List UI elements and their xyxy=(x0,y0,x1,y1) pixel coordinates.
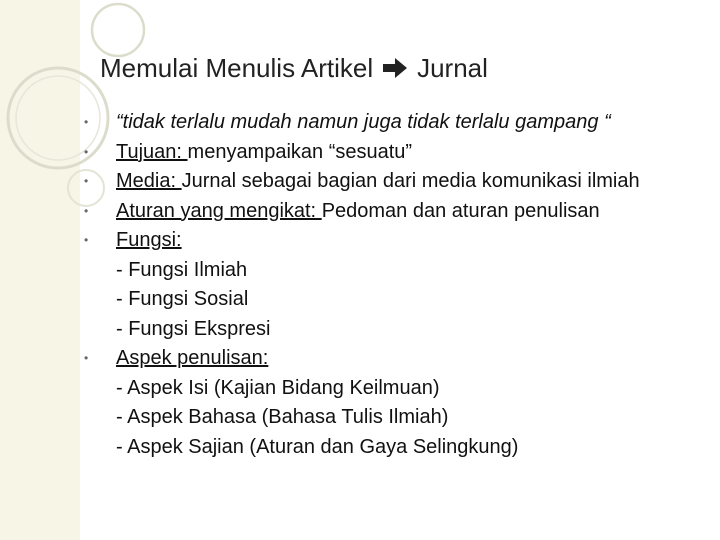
bullet-item-aturan xyxy=(80,197,700,227)
subitem: - Aspek Sajian (Aturan dan Gaya Selingkung) xyxy=(116,435,519,458)
bullet-label: Tujuan: xyxy=(116,140,188,163)
quote-text: “tidak terlalu mudah namun juga tidak terlalu gampang “ xyxy=(116,111,611,133)
subitem: - Aspek Isi (Kajian Bidang Keilmuan) xyxy=(116,376,440,399)
bullet-dot: • xyxy=(84,115,89,129)
bullet-text: menyampaikan “sesuatu” xyxy=(187,140,413,163)
title-prefix: Memulai Menulis Artikel xyxy=(100,52,374,83)
subitem: - Aspek Bahasa (Bahasa Tulis Ilmiah) xyxy=(116,406,449,428)
bullet-text: Jurnal sebagai bagian dari media komunikasi ilmiah xyxy=(181,170,640,192)
bullet-dot: • xyxy=(84,351,89,365)
bullet-item-fungsi xyxy=(80,226,700,344)
bullet-dot: • xyxy=(84,144,89,159)
bullet-item-tujuan xyxy=(80,138,700,168)
slide-title xyxy=(100,50,488,86)
bullet-item-media xyxy=(80,167,700,197)
bullet-label: Fungsi: xyxy=(116,229,182,251)
bullet-dot: • xyxy=(84,203,89,218)
subitem: - Fungsi Sosial xyxy=(116,288,249,310)
bullet-list xyxy=(80,108,700,462)
subitem: - Fungsi Ilmiah xyxy=(116,258,248,281)
bullet-text: Pedoman dan aturan penulisan xyxy=(321,199,600,222)
subitem: - Fungsi Ekspresi xyxy=(116,317,271,340)
bullet-item-aspek xyxy=(80,344,700,462)
bullet-item-quote xyxy=(80,108,700,138)
bullet-dot: • xyxy=(84,174,89,188)
bullet-label: Aspek penulisan: xyxy=(116,347,269,369)
bullet-dot: • xyxy=(84,233,89,247)
bullet-label: Media: xyxy=(116,170,182,192)
bullet-label: Aturan yang mengikat: xyxy=(116,199,322,222)
decorative-circle-small xyxy=(92,4,144,56)
right-arrow-icon xyxy=(381,55,409,81)
title-suffix: Jurnal xyxy=(417,52,488,83)
